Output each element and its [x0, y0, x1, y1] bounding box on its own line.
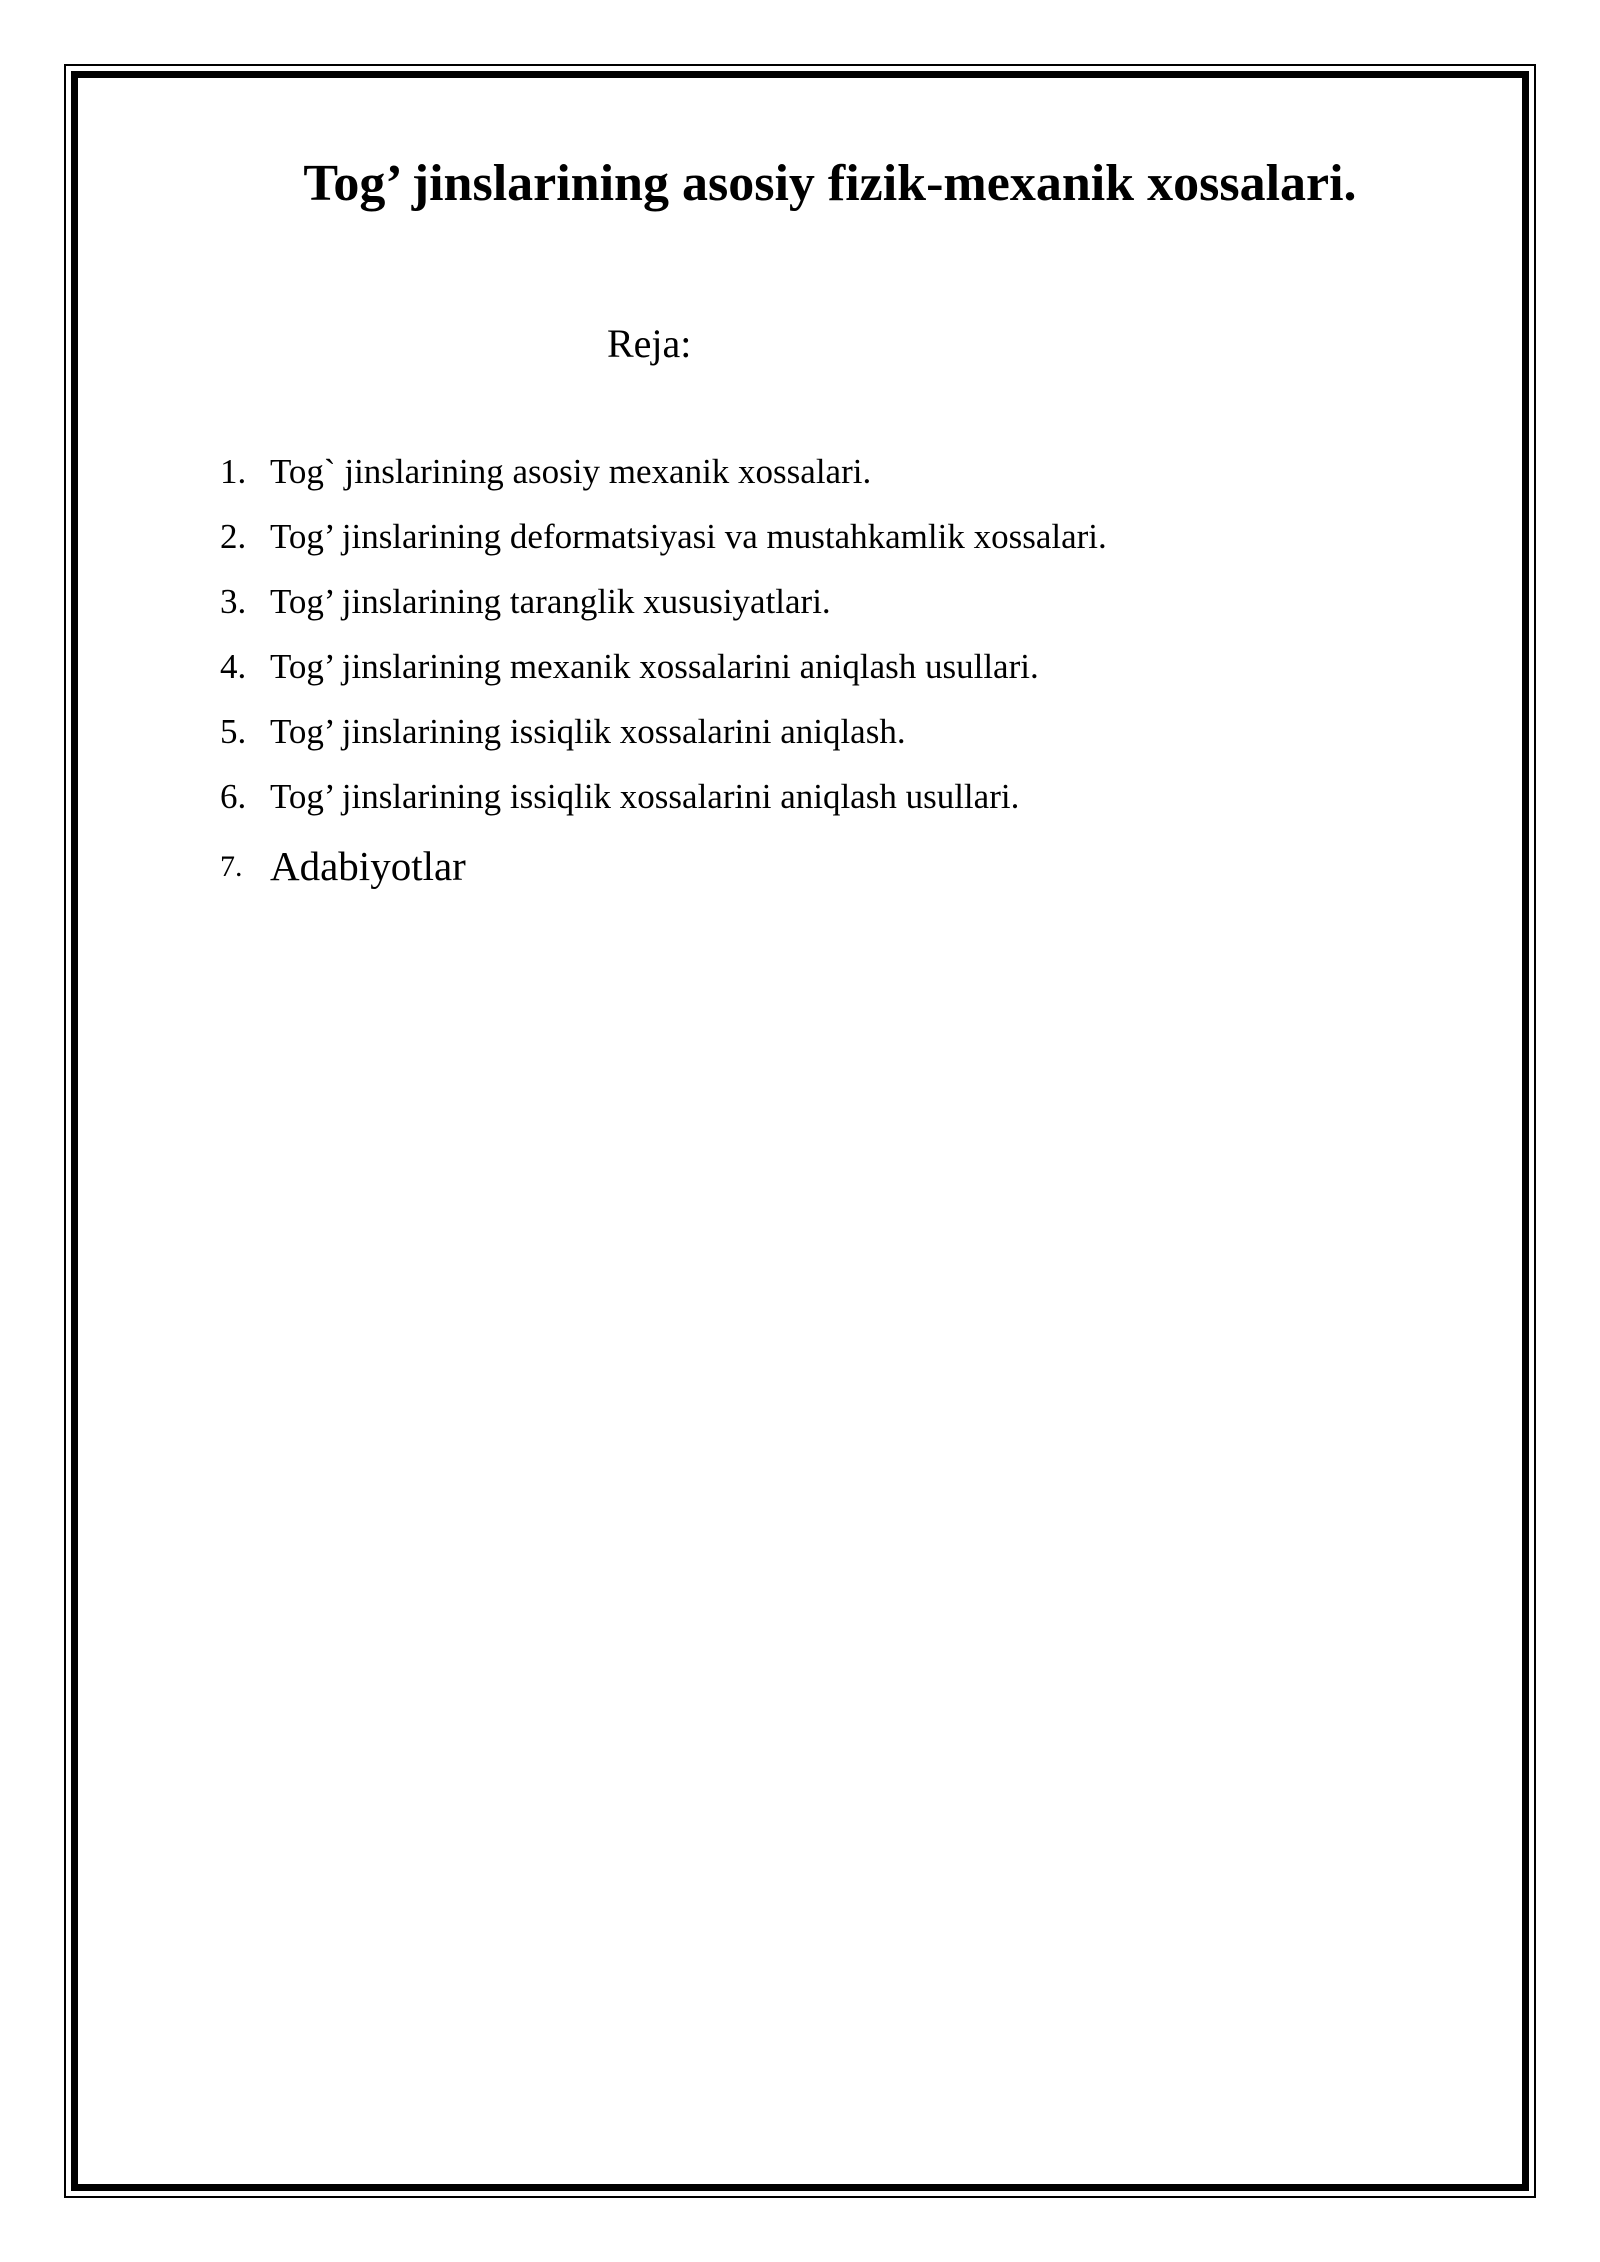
document-title: Tog’ jinslarining asosiy fizik-mexanik xossalari. — [303, 155, 1357, 212]
plan-item-number: 6. — [220, 777, 247, 816]
plan-item-text: Adabiyotlar — [270, 843, 466, 889]
plan-heading: Reja: — [607, 321, 692, 366]
plan-item-text: Tog` jinslarining asosiy mexanik xossalari. — [270, 452, 872, 491]
plan-item-text: Tog’ jinslarining issiqlik xossalarini aniqlash usullari. — [270, 777, 1020, 816]
page-border-inner — [71, 71, 1529, 2191]
plan-item-number: 4. — [220, 647, 247, 686]
plan-item-number: 5. — [220, 712, 247, 751]
plan-item-number: 1. — [220, 452, 247, 491]
plan-item-number: 3. — [220, 582, 247, 621]
plan-item-text: Tog’ jinslarining issiqlik xossalarini aniqlash. — [270, 712, 906, 751]
plan-item-text: Tog’ jinslarining mexanik xossalarini aniqlash usullari. — [270, 647, 1039, 686]
plan-item-number: 2. — [220, 517, 247, 556]
plan-item-number: 7. — [220, 850, 243, 883]
plan-item-text: Tog’ jinslarining taranglik xususiyatlari. — [270, 582, 831, 621]
plan-item-text: Tog’ jinslarining deformatsiyasi va mustahkamlik xossalari. — [270, 517, 1107, 556]
